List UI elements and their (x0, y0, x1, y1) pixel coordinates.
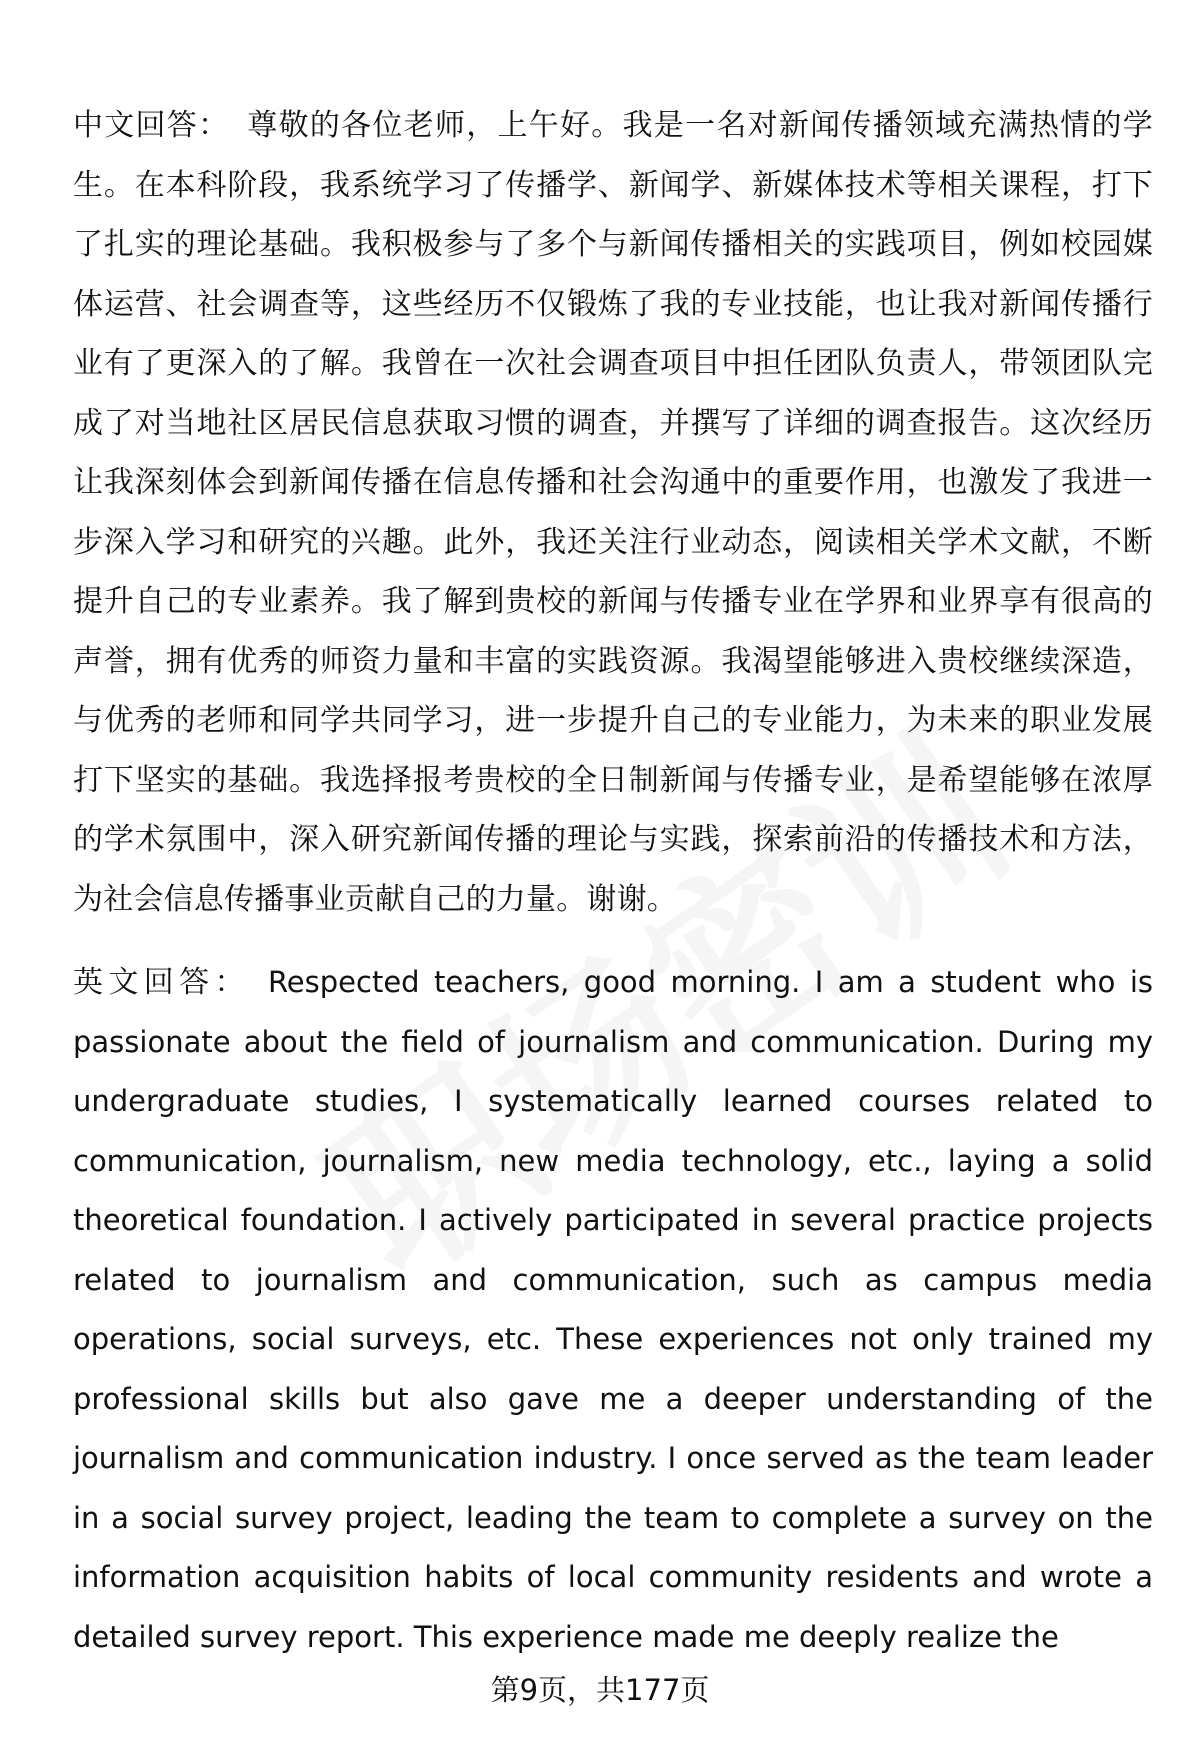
english-answer-label: 英文回答： (73, 965, 250, 1000)
document-body (73, 96, 1153, 1667)
chinese-answer-label: 中文回答： (73, 108, 230, 143)
english-answer-text: Respected teachers, good morning. I am a student who is passionate about the field of journalism and communication. During my undergraduate studies, I systematically learned courses related to communication, journalism, new media technology, etc., laying a solid theoretical foundation. I actively participated in several practice projects related to journalism and communication, such as campus media operations, social surveys, etc. These experiences not only trained my professional skills but also gave me a deeper understanding of the journalism and communication industry. I once served as the team leader in a social survey project, leading the team to complete a survey on the information acquisition habits of local community residents and wrote a detailed survey report. This experience made me deeply realize the (73, 965, 1153, 1654)
english-answer-paragraph (73, 953, 1153, 1667)
page-number-footer: 第9页，共177页 (490, 1673, 710, 1707)
chinese-answer-paragraph (73, 96, 1153, 929)
chinese-answer-text: 尊敬的各位老师，上午好。我是一名对新闻传播领域充满热情的学生。在本科阶段，我系统学习了传播学、新闻学、新媒体技术等相关课程，打下了扎实的理论基础。我积极参与了多个与新闻传播相关的实践项目，例如校园媒体运营、社会调查等，这些经历不仅锻炼了我的专业技能，也让我对新闻传播行业有了更深入的了解。我曾在一次社会调查项目中担任团队负责人，带领团队完成了对当地社区居民信息获取习惯的调查，并撰写了详细的调查报告。这次经历让我深刻体会到新闻传播在信息传播和社会沟通中的重要作用，也激发了我进一步深入学习和研究的兴趣。此外，我还关注行业动态，阅读相关学术文献，不断提升自己的专业素养。我了解到贵校的新闻与传播专业在学界和业界享有很高的声誉，拥有优秀的师资力量和丰富的实践资源。我渴望能够进入贵校继续深造，与优秀的老师和同学共同学习，进一步提升自己的专业能力，为未来的职业发展打下坚实的基础。我选择报考贵校的全日制新闻与传播专业，是希望能够在浓厚的学术氛围中，深入研究新闻传播的理论与实践，探索前沿的传播技术和方法，为社会信息传播事业贡献自己的力量。谢谢。 (73, 108, 1153, 917)
